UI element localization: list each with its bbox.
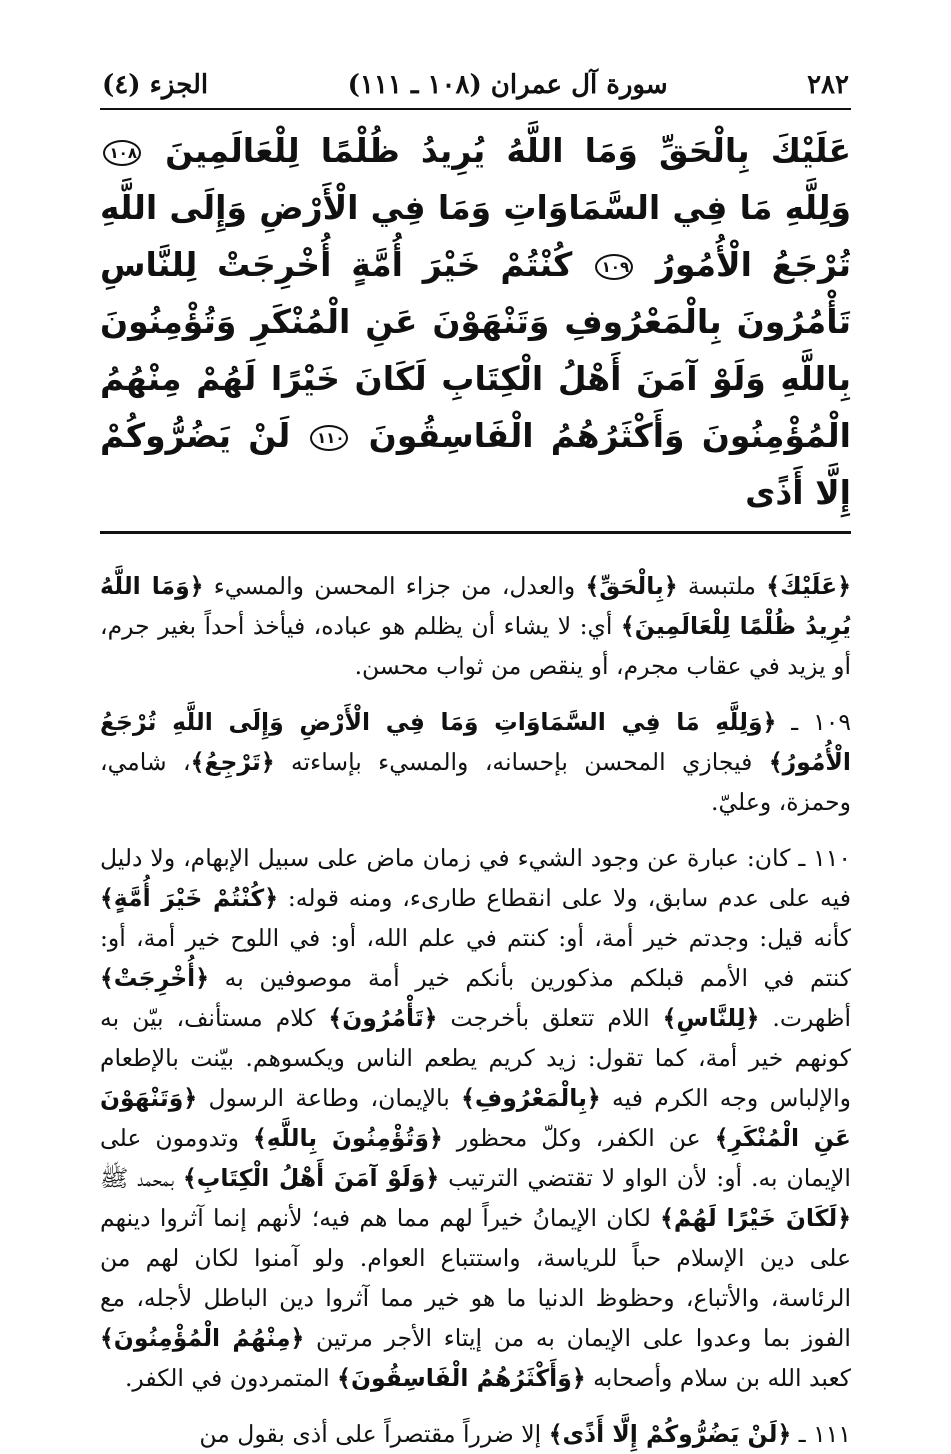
commentary-text: وتدومون على الإيمان به. أو: لأن الواو لا تقتضي الترتيب	[100, 1124, 851, 1192]
verse-number: ١١١ ـ	[798, 1420, 851, 1448]
commentary-text: بمحمد ﷺ	[100, 1164, 175, 1192]
commentary-paragraph: ١٠٩ ـ ﴿وَلِلَّهِ مَا فِي السَّمَاوَاتِ وَمَا فِي الْأَرْضِ وَإِلَى اللَّهِ تُرْجَعُ الْأُمُورُ﴾ فيجازي المحسن بإحسانه، والمسيء بإساءته ﴿تَرْجِعُ﴾، شامي، وحمزة، وعليّ.	[100, 708, 851, 816]
commentary-text: كلام مستأنف، بيّن به كونهم خير أمة، كما تقول: زيد كريم يطعم الناس ويكسوهم. بيّنت بالإطعام والإلباس وجه الكرم فيه	[100, 1004, 851, 1112]
quran-quote: وَمَا اللَّهُ يُرِيدُ ظُلْمًا لِلْعَالَمِينَ	[100, 572, 851, 640]
commentary-text: ملتبسة	[687, 572, 757, 600]
quran-quote: مِنْهُمُ الْمُؤْمِنُونَ	[113, 1324, 291, 1352]
quran-quote: بِالْحَقِّ	[599, 572, 664, 600]
commentary-text: بالإيمان، وطاعة الرسول	[208, 1084, 450, 1112]
quran-text-block	[100, 110, 851, 534]
surah-title: سورة آل عمران (١٠٨ ـ ١١١)	[347, 70, 668, 100]
quran-quote: وَأَكْثَرُهُمُ الْفَاسِقُونَ	[350, 1364, 572, 1392]
quran-quote: لِلنَّاسِ	[676, 1004, 746, 1032]
commentary-text: فيجازي المحسن بإحسانه، والمسيء بإساءته	[291, 748, 753, 776]
commentary-text: اللام تتعلق بأخرجت	[450, 1004, 650, 1032]
commentary-text: لكان الإيمانُ خيراً لهم مما هم فيه؛ لأنهم إنما آثروا دينهم على دين الإسلام حباً للرياسة، واستتباع العوام. ولو آمنوا لكان لهم من الرئاسة، والأتباع، وحظوظ الدنيا ما هو خير مما آثروا دين الباطل لأجله، مع الفوز بما وعدوا على الإيمان به من إيتاء الأجر مرتين	[100, 1204, 851, 1352]
quran-quote: تَأْمُرُونَ	[342, 1004, 424, 1032]
commentary-text: أظهرت.	[772, 1004, 851, 1032]
verse-number: ١٠٩ ـ	[791, 708, 851, 736]
commentary-text: أي: لا يشاء أن يظلم هو عباده، فيأخذ أحداً بغير جرم، أو يزيد في عقاب مجرم، أو ينقص من ثواب محسن.	[100, 612, 851, 680]
ayah-number-marker: ١١٠	[310, 425, 348, 451]
quran-quote: بِالْمَعْرُوفِ	[474, 1084, 587, 1112]
quran-segment: عَلَيْكَ بِالْحَقِّ وَمَا اللَّهُ يُرِيدُ ظُلْمًا لِلْعَالَمِينَ	[165, 131, 851, 170]
quran-quote: وَتَنْهَوْنَ عَنِ الْمُنْكَرِ	[100, 1084, 851, 1152]
page-header	[100, 70, 851, 110]
commentary-text: عن الكفر، وكلّ محظور	[456, 1124, 701, 1152]
quran-segment: وَلِلَّهِ مَا فِي السَّمَاوَاتِ وَمَا فِي الْأَرْضِ وَإِلَى اللَّهِ تُرْجَعُ الْأُمُورُ	[100, 188, 851, 284]
quran-quote: وَتُؤْمِنُونَ بِاللَّهِ	[266, 1124, 429, 1152]
ayah-number-marker: ١٠٨	[103, 140, 141, 166]
commentary-text: كعبد الله بن سلام وأصحابه	[593, 1364, 851, 1392]
quran-quote: لَنْ يَضُرُّوكُمْ إِلَّا أَذًى	[562, 1420, 778, 1448]
page-number: ٢٨٢	[807, 70, 849, 100]
commentary-text: إلا ضرراً مقتصراً على أذى بقول من	[199, 1420, 542, 1448]
quran-quote: أُخْرِجَتْ	[113, 964, 196, 992]
quran-quote: وَلَوْ آمَنَ أَهْلُ الْكِتَابِ	[196, 1164, 426, 1192]
commentary-text: ، شامي، وحمزة، وعليّ.	[100, 748, 851, 816]
quran-segment: لَنْ يَضُرُّوكُمْ إِلَّا أَذًى	[100, 416, 851, 512]
quran-quote: تَرْجِعُ	[204, 748, 261, 776]
commentary-text: المتمردون في الكفر.	[124, 1364, 330, 1392]
verse-number: ١١٠ ـ	[798, 844, 851, 872]
quran-quote: وَلِلَّهِ مَا فِي السَّمَاوَاتِ وَمَا فِي الْأَرْضِ وَإِلَى اللَّهِ تُرْجَعُ الْأُمُورُ	[100, 708, 851, 776]
juz-label: الجزء (٤)	[102, 70, 209, 100]
ayah-number-marker: ١٠٩	[595, 254, 633, 280]
quran-segment: كُنْتُمْ خَيْرَ أُمَّةٍ أُخْرِجَتْ لِلنَّاسِ تَأْمُرُونَ بِالْمَعْرُوفِ وَتَنْهَوْنَ عَنِ الْمُنْكَرِ وَتُؤْمِنُونَ بِاللَّهِ وَلَوْ آمَنَ أَهْلُ الْكِتَابِ لَكَانَ خَيْرًا لَهُمْ مِنْهُمُ الْمُؤْمِنُونَ وَأَكْثَرُهُمُ الْفَاسِقُونَ	[100, 245, 851, 455]
commentary-text: والعدل، من جزاء المحسن والمسيء	[213, 572, 576, 600]
commentary-paragraph: ﴿عَلَيْكَ﴾ ملتبسة ﴿بِالْحَقِّ﴾ والعدل، من جزاء المحسن والمسيء ﴿وَمَا اللَّهُ يُرِيدُ ظُلْمًا لِلْعَالَمِينَ﴾ أي: لا يشاء أن يظلم هو عباده، فيأخذ أحداً بغير جرم، أو يزيد في عقاب مجرم، أو ينقص من ثواب محسن.	[100, 572, 851, 680]
commentary-paragraph: ١١٠ ـ كان: عبارة عن وجود الشيء في زمان ماض على سبيل الإبهام، ولا دليل فيه على عدم سابق، ولا على انقطاع طارىء، ومنه قوله: ﴿كُنْتُمْ خَيْرَ أُمَّةٍ﴾ كأنه قيل: وجدتم خير أمة، أو: كنتم في علم الله، أو: في اللوح خير أمة، أو: كنتم في الأمم قبلكم مذكورين بأنكم خير أمة موصوفين به ﴿أُخْرِجَتْ﴾ أظهرت. ﴿لِلنَّاسِ﴾ اللام تتعلق بأخرجت ﴿تَأْمُرُونَ﴾ كلام مستأنف، بيّن به كونهم خير أمة، كما تقول: زيد كريم يطعم الناس ويكسوهم. بيّنت بالإطعام والإلباس وجه الكرم فيه ﴿بِالْمَعْرُوفِ﴾ بالإيمان، وطاعة الرسول ﴿وَتَنْهَوْنَ عَنِ الْمُنْكَرِ﴾ عن الكفر، وكلّ محظور ﴿وَتُؤْمِنُونَ بِاللَّهِ﴾ وتدومون على الإيمان به. أو: لأن الواو لا تقتضي الترتيب ﴿وَلَوْ آمَنَ أَهْلُ الْكِتَابِ﴾ بمحمد ﷺ ﴿لَكَانَ خَيْرًا لَهُمْ﴾ لكان الإيمانُ خيراً لهم مما هم فيه؛ لأنهم إنما آثروا دينهم على دين الإسلام حباً للرياسة، واستتباع العوام. ولو آمنوا لكان لهم من الرئاسة، والأتباع، وحظوظ الدنيا ما هو خير مما آثروا دين الباطل لأجله، مع الفوز بما وعدوا على الإيمان به من إيتاء الأجر مرتين ﴿مِنْهُمُ الْمُؤْمِنُونَ﴾ كعبد الله بن سلام وأصحابه ﴿وَأَكْثَرُهُمُ الْفَاسِقُونَ﴾ المتمردون في الكفر.	[100, 844, 851, 1392]
quran-quote: لَكَانَ خَيْرًا لَهُمْ	[673, 1204, 838, 1232]
quran-quote: كُنْتُمْ خَيْرَ أُمَّةٍ	[113, 884, 265, 912]
tafsir-commentary	[100, 566, 851, 1454]
commentary-text: كأنه قيل: وجدتم خير أمة، أو: كنتم في علم الله، أو: في اللوح خير أمة، أو: كنتم في الأمم قبلكم مذكورين بأنكم خير أمة موصوفين به	[100, 924, 851, 992]
commentary-paragraph: ١١١ ـ ﴿لَنْ يَضُرُّوكُمْ إِلَّا أَذًى﴾ إلا ضرراً مقتصراً على أذى بقول من	[199, 1420, 851, 1448]
commentary-text: كان: عبارة عن وجود الشيء في زمان ماض على سبيل الإبهام، ولا دليل فيه على عدم سابق، ولا على انقطاع طارىء، ومنه قوله:	[100, 844, 851, 912]
quran-quote: عَلَيْكَ	[780, 572, 838, 600]
